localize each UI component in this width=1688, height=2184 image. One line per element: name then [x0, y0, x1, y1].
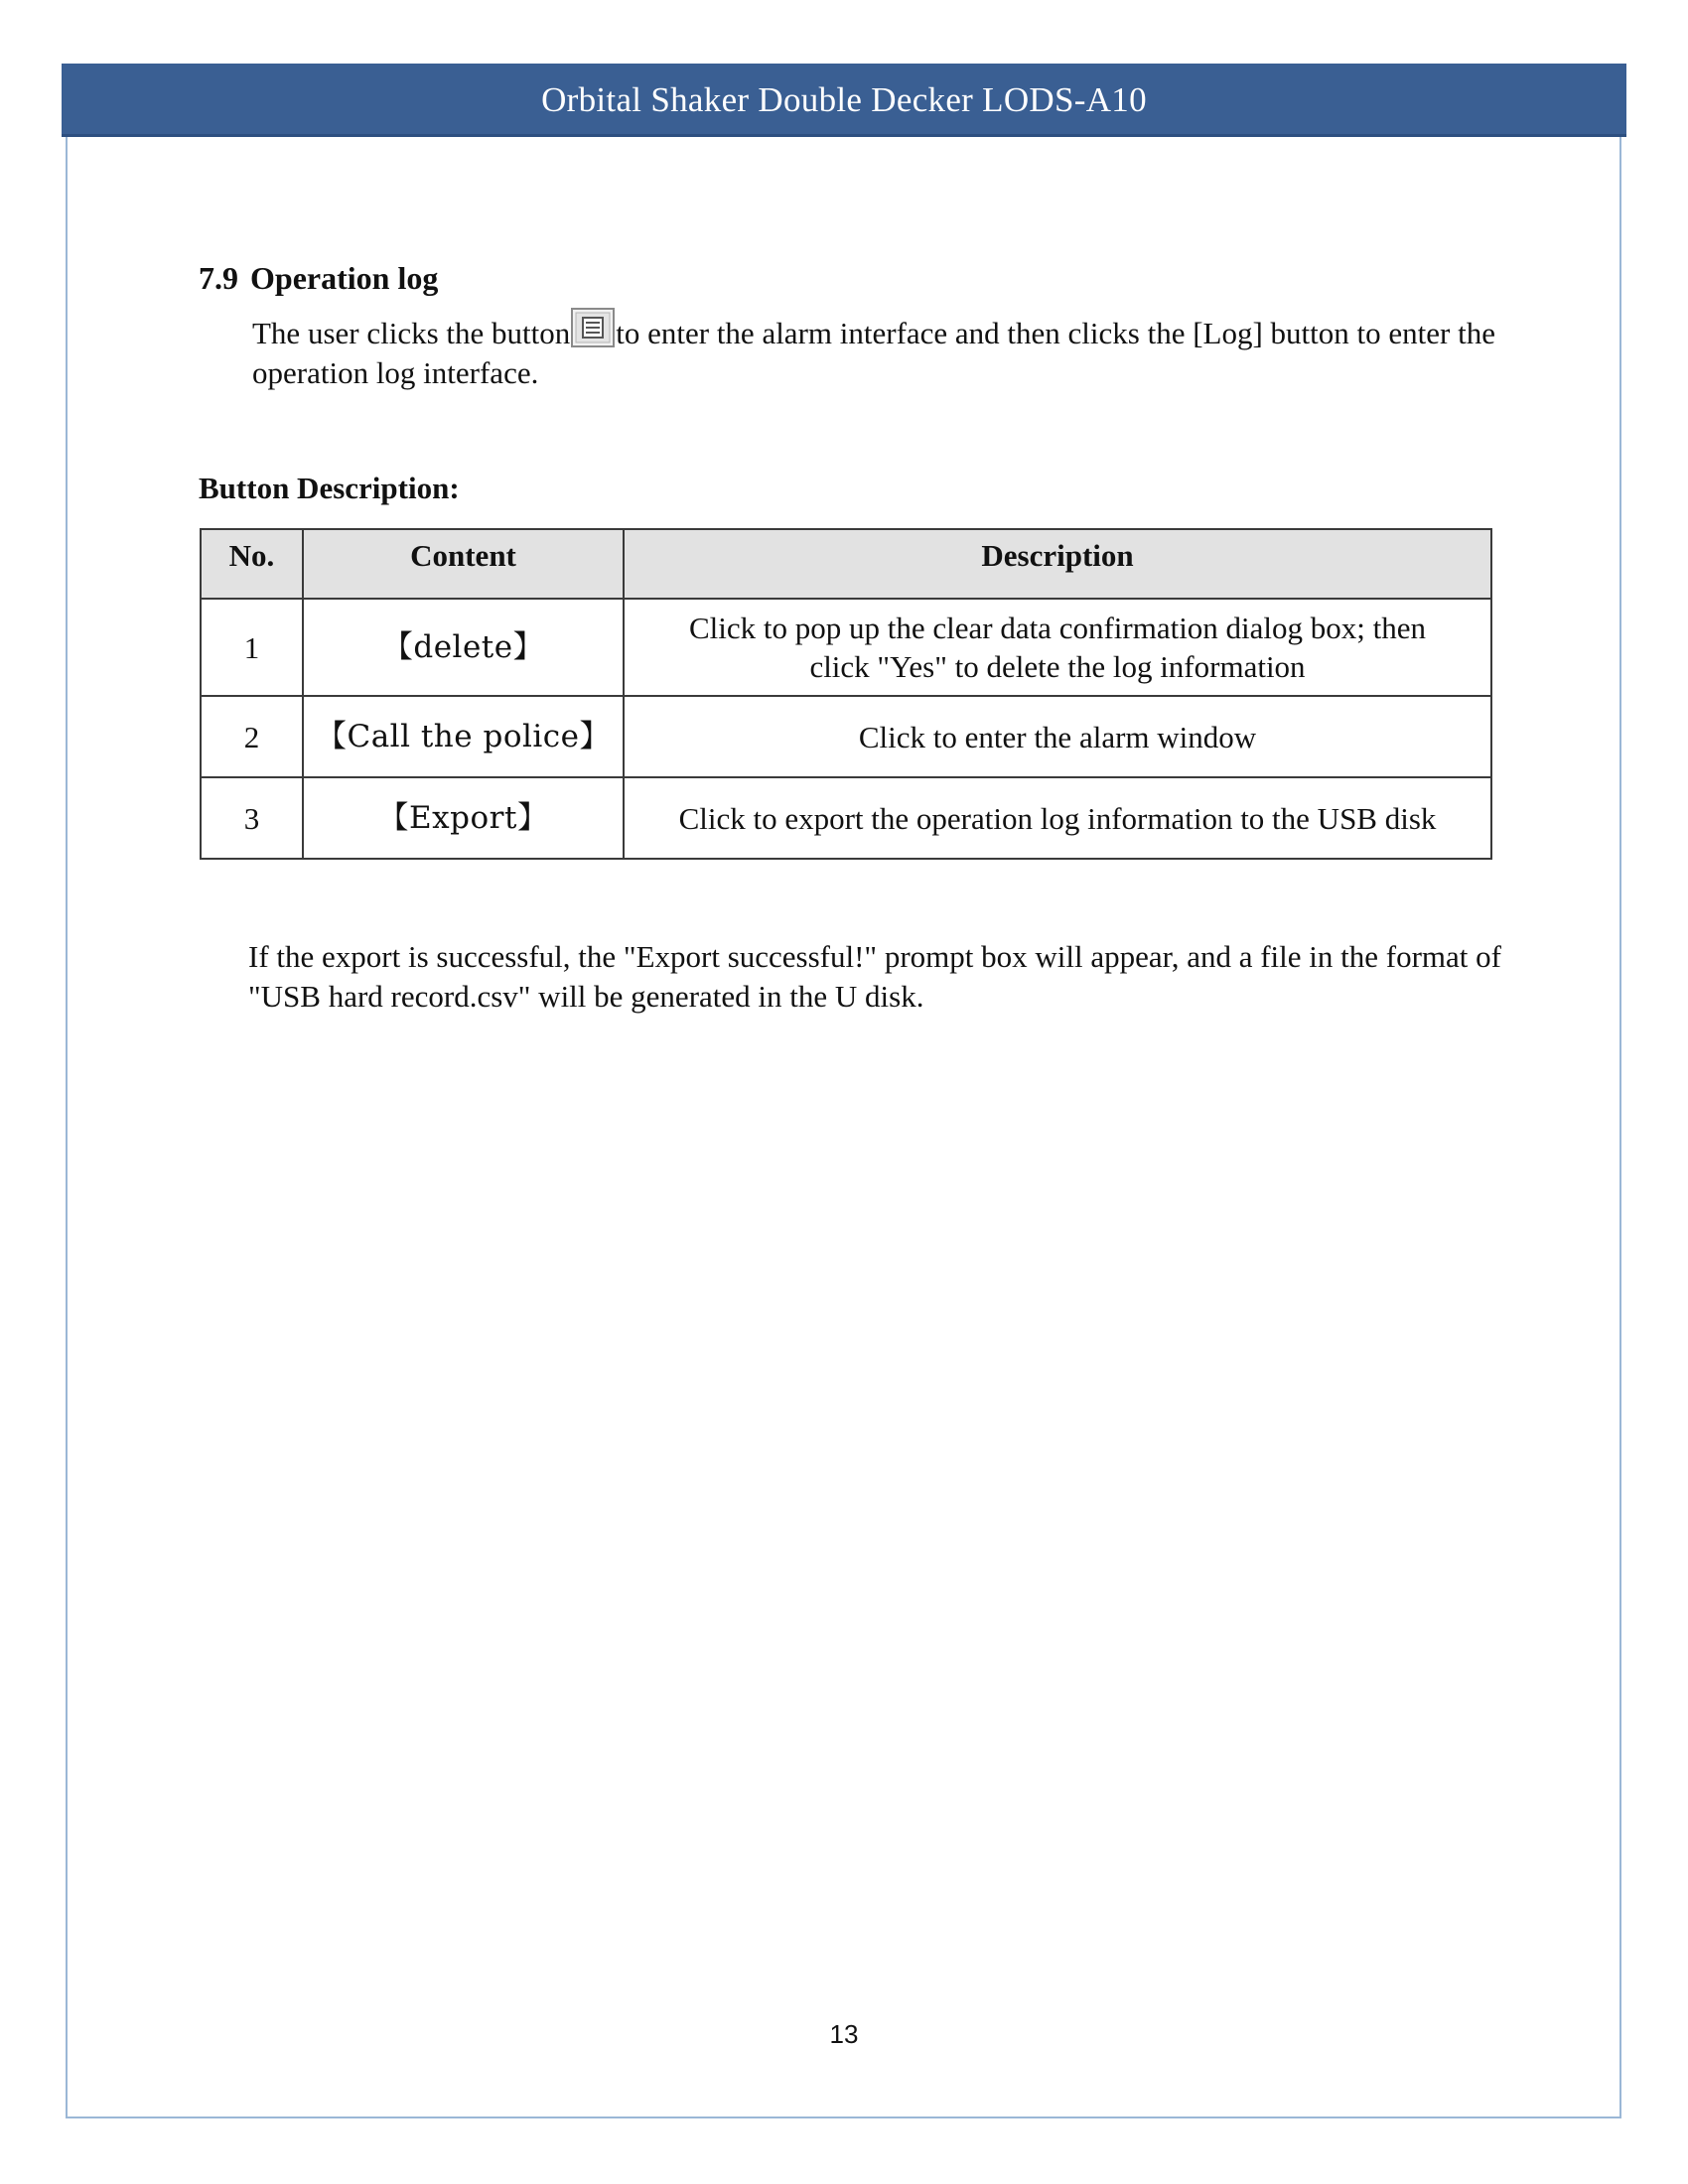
page-number: 13	[829, 2019, 859, 2049]
row-description-line: Click to pop up the clear data confirmation dialog box; then	[688, 611, 1427, 645]
row-description: Click to enter the alarm window	[624, 696, 1491, 777]
row-number: 1	[201, 599, 303, 696]
intro-text-start: The user clicks the button	[252, 316, 571, 350]
row-number: 3	[201, 777, 303, 859]
button-description-table	[200, 528, 1492, 860]
document-header	[62, 64, 1626, 137]
row-description: Click to export the operation log information to the USB disk	[624, 777, 1491, 859]
row-description-line: click "Yes" to delete the log information	[809, 649, 1306, 684]
intro-paragraph	[252, 308, 1503, 393]
row-number: 2	[201, 696, 303, 777]
row-content: 【Call the police】	[303, 696, 624, 777]
column-header-description: Description	[624, 529, 1491, 599]
intro-text-end: to enter the alarm interface and then clicks the [Log] button to enter the operation log interface.	[252, 316, 1495, 390]
document-title: Orbital Shaker Double Decker LODS-A10	[541, 80, 1147, 119]
table-row	[201, 777, 1491, 859]
log-list-icon	[571, 308, 615, 347]
section-title: Operation log	[250, 260, 439, 296]
table-header-row	[201, 529, 1491, 599]
column-header-no: No.	[201, 529, 303, 599]
row-content: 【Export】	[303, 777, 624, 859]
row-description	[624, 599, 1491, 696]
column-header-content: Content	[303, 529, 624, 599]
section-heading	[199, 260, 438, 297]
row-content: 【delete】	[303, 599, 624, 696]
table-row	[201, 696, 1491, 777]
table-row	[201, 599, 1491, 696]
section-number: 7.9	[199, 260, 238, 296]
export-note: If the export is successful, the "Export successful!" prompt box will appear, and a file in the format of "USB hard record.csv" will be generated in the U disk.	[248, 939, 1501, 1014]
button-description-heading: Button Description:	[199, 471, 460, 505]
